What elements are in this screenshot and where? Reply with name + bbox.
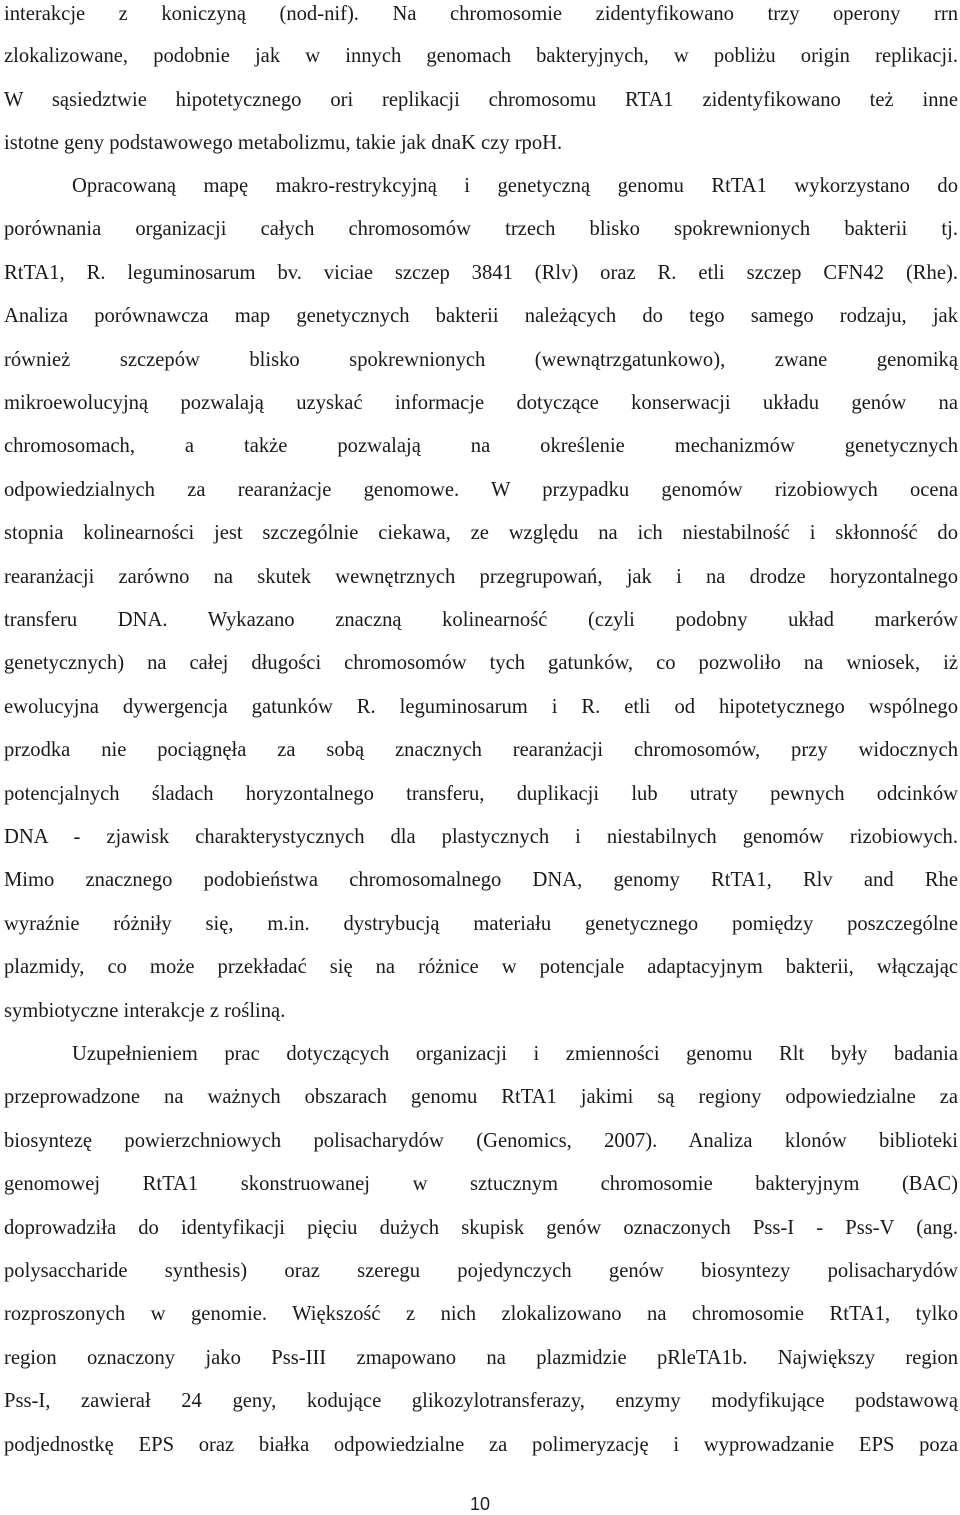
text-line: również szczepów blisko spokrewnionych (wewnątrzgatunkowo), zwane genomiką bbox=[4, 349, 958, 371]
text-line: genomowej RtTA1 skonstruowanej w sztucznym chromosomie bakteryjnym (BAC) bbox=[4, 1173, 958, 1195]
text-line: porównania organizacji całych chromosomów trzech blisko spokrewnionych bakterii tj. bbox=[4, 218, 958, 240]
text-line: W sąsiedztwie hipotetycznego ori replikacji chromosomu RTA1 zidentyfikowano też inne bbox=[4, 89, 958, 111]
text-line: przeprowadzone na ważnych obszarach genomu RtTA1 jakimi są regiony odpowiedzialne za bbox=[4, 1086, 958, 1108]
text-line: polysaccharide synthesis) oraz szeregu pojedynczych genów biosyntezy polisacharydów bbox=[4, 1260, 958, 1282]
text-line: ewolucyjna dywergencja gatunków R. leguminosarum i R. etli od hipotetycznego wspólnego bbox=[4, 696, 958, 718]
text-line: Pss-I, zawierał 24 geny, kodujące glikozylotransferazy, enzymy modyfikujące podstawową bbox=[4, 1390, 958, 1412]
text-line: region oznaczony jako Pss-III zmapowano na plazmidzie pRleTA1b. Największy region bbox=[4, 1347, 958, 1369]
text-line: rearanżacji zarówno na skutek wewnętrznych przegrupowań, jak i na drodze horyzontalnego bbox=[4, 566, 958, 588]
text-line: genetycznych) na całej długości chromosomów tych gatunków, co pozwoliło na wniosek, iż bbox=[4, 652, 958, 674]
text-line: DNA - zjawisk charakterystycznych dla plastycznych i niestabilnych genomów rizobiowych. bbox=[4, 826, 958, 848]
text-line: podjednostkę EPS oraz białka odpowiedzialne za polimeryzację i wyprowadzanie EPS poza bbox=[4, 1434, 958, 1456]
text-line: odpowiedzialnych za rearanżacje genomowe. W przypadku genomów rizobiowych ocena bbox=[4, 479, 958, 501]
text-line: chromosomach, a także pozwalają na określenie mechanizmów genetycznych bbox=[4, 435, 958, 457]
paragraph-first-line: Opracowaną mapę makro-restrykcyjną i genetyczną genomu RtTA1 wykorzystano do bbox=[72, 175, 958, 197]
text-line: potencjalnych śladach horyzontalnego transferu, duplikacji lub utraty pewnych odcinków bbox=[4, 783, 958, 805]
text-line: biosyntezę powierzchniowych polisacharydów (Genomics, 2007). Analiza klonów biblioteki bbox=[4, 1130, 958, 1152]
text-line: symbiotyczne interakcje z rośliną. bbox=[4, 1000, 286, 1022]
text-line: RtTA1, R. leguminosarum bv. viciae szczep 3841 (Rlv) oraz R. etli szczep CFN42 (Rhe). bbox=[4, 262, 958, 284]
text-line: Mimo znacznego podobieństwa chromosomalnego DNA, genomy RtTA1, Rlv and Rhe bbox=[4, 869, 958, 891]
text-line: plazmidy, co może przekładać się na różnice w potencjale adaptacyjnym bakterii, włączając bbox=[4, 956, 958, 978]
text-line: Analiza porównawcza map genetycznych bakterii należących do tego samego rodzaju, jak bbox=[4, 305, 958, 327]
text-line: mikroewolucyjną pozwalają uzyskać informacje dotyczące konserwacji układu genów na bbox=[4, 392, 958, 414]
text-line: stopnia kolinearności jest szczególnie ciekawa, ze względu na ich niestabilność i skłonność do bbox=[4, 522, 958, 544]
text-line: doprowadziła do identyfikacji pięciu dużych skupisk genów oznaczonych Pss-I - Pss-V (ang. bbox=[4, 1217, 958, 1239]
text-line: transferu DNA. Wykazano znaczną kolinearność (czyli podobny układ markerów bbox=[4, 609, 958, 631]
text-line: przodka nie pociągnęła za sobą znacznych rearanżacji chromosomów, przy widocznych bbox=[4, 739, 958, 761]
page-number: 10 bbox=[469, 1494, 491, 1514]
paragraph-first-line: Uzupełnieniem prac dotyczących organizacji i zmienności genomu Rlt były badania bbox=[72, 1043, 958, 1065]
text-line: interakcje z koniczyną (nod-nif). Na chromosomie zidentyfikowano trzy operony rrn bbox=[4, 3, 958, 25]
text-line: zlokalizowane, podobnie jak w innych genomach bakteryjnych, w pobliżu origin replikacji. bbox=[4, 45, 958, 67]
text-line: wyraźnie różniły się, m.in. dystrybucją materiału genetycznego pomiędzy poszczególne bbox=[4, 913, 958, 935]
text-line: istotne geny podstawowego metabolizmu, takie jak dnaK czy rpoH. bbox=[4, 132, 563, 154]
text-line: rozproszonych w genomie. Większość z nich zlokalizowano na chromosomie RtTA1, tylko bbox=[4, 1303, 958, 1325]
